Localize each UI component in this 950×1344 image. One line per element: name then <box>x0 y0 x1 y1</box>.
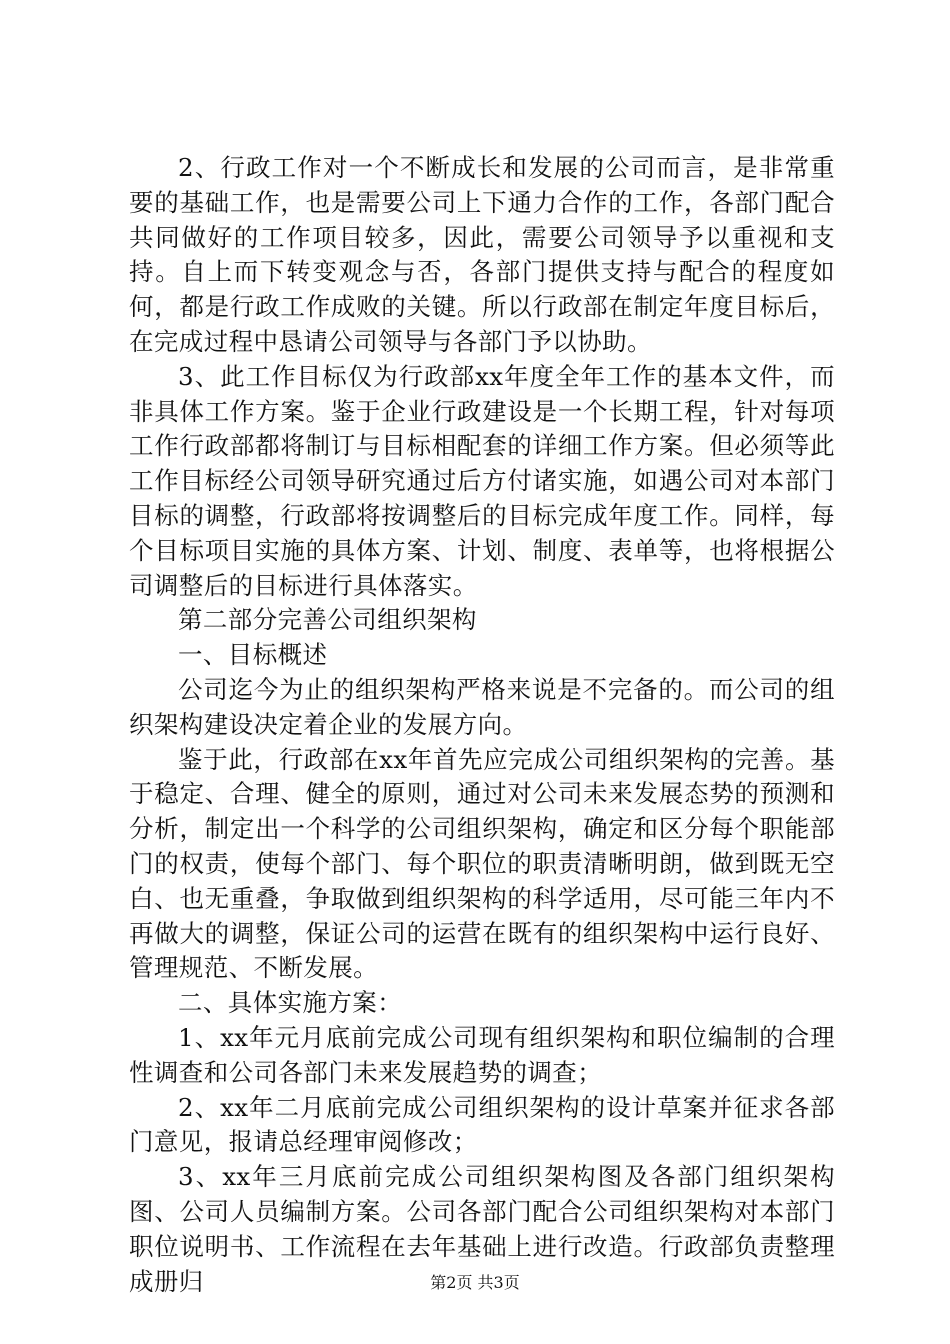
paragraph-goal-detail: 鉴于此，行政部在xx年首先应完成公司组织架构的完善。基于稳定、合理、健全的原则，通过对公司未来发展态势的预测和分析，制定出一个科学的公司组织架构，确定和区分每个职能部门的权责，使每个部门、每个职位的职责清晰明朗，做到既无空白、也无重叠，争取做到组织架构的科学适用，尽可能三年内不再做大的调整，保证公司的运营在既有的组织架构中运行良好、管理规范、不断发展。 <box>129 744 835 983</box>
plan-item-3: 3、xx年三月底前完成公司组织架构图及各部门组织架构图、公司人员编制方案。公司各部门配合公司组织架构对本部门职位说明书、工作流程在去年基础上进行改造。行政部负责整理成册归 <box>129 1162 835 1296</box>
plan-item-1: 1、xx年元月底前完成公司现有组织架构和职位编制的合理性调查和公司各部门未来发展趋势的调查； <box>129 1022 835 1087</box>
section-heading-part-two: 第二部分完善公司组织架构 <box>178 605 477 635</box>
document-body <box>129 151 835 1299</box>
paragraph-goal-overview: 公司迄今为止的组织架构严格来说是不完备的。而公司的组织架构建设决定着企业的发展方向。 <box>129 674 835 739</box>
paragraph-section-2-item-3: 3、此工作目标仅为行政部xx年度全年工作的基本文件，而非具体工作方案。鉴于企业行政建设是一个长期工程，针对每项工作行政部都将制订与目标相配套的详细工作方案。但必须等此工作目标经公司领导研究通过后方付诸实施，如遇公司对本部门目标的调整，行政部将按调整后的目标完成年度工作。同样，每个目标项目实施的具体方案、计划、制度、表单等，也将根据公司调整后的目标进行具体落实。 <box>129 361 835 600</box>
subheading-implementation-plan: 二、具体实施方案： <box>178 988 403 1018</box>
plan-item-2: 2、xx年二月底前完成公司组织架构的设计草案并征求各部门意见，报请总经理审阅修改； <box>129 1092 835 1157</box>
page-footer: 第2页 共3页 <box>430 1273 520 1292</box>
paragraph-section-2-item-2: 2、行政工作对一个不断成长和发展的公司而言，是非常重要的基础工作，也是需要公司上下通力合作的工作，各部门配合共同做好的工作项目较多，因此，需要公司领导予以重视和支持。自上而下转变观念与否，各部门提供支持与配合的程度如何，都是行政工作成败的关键。所以行政部在制定年度目标后，在完成过程中恳请公司领导与各部门予以协助。 <box>129 153 835 356</box>
subheading-goal-overview: 一、目标概述 <box>178 640 328 670</box>
